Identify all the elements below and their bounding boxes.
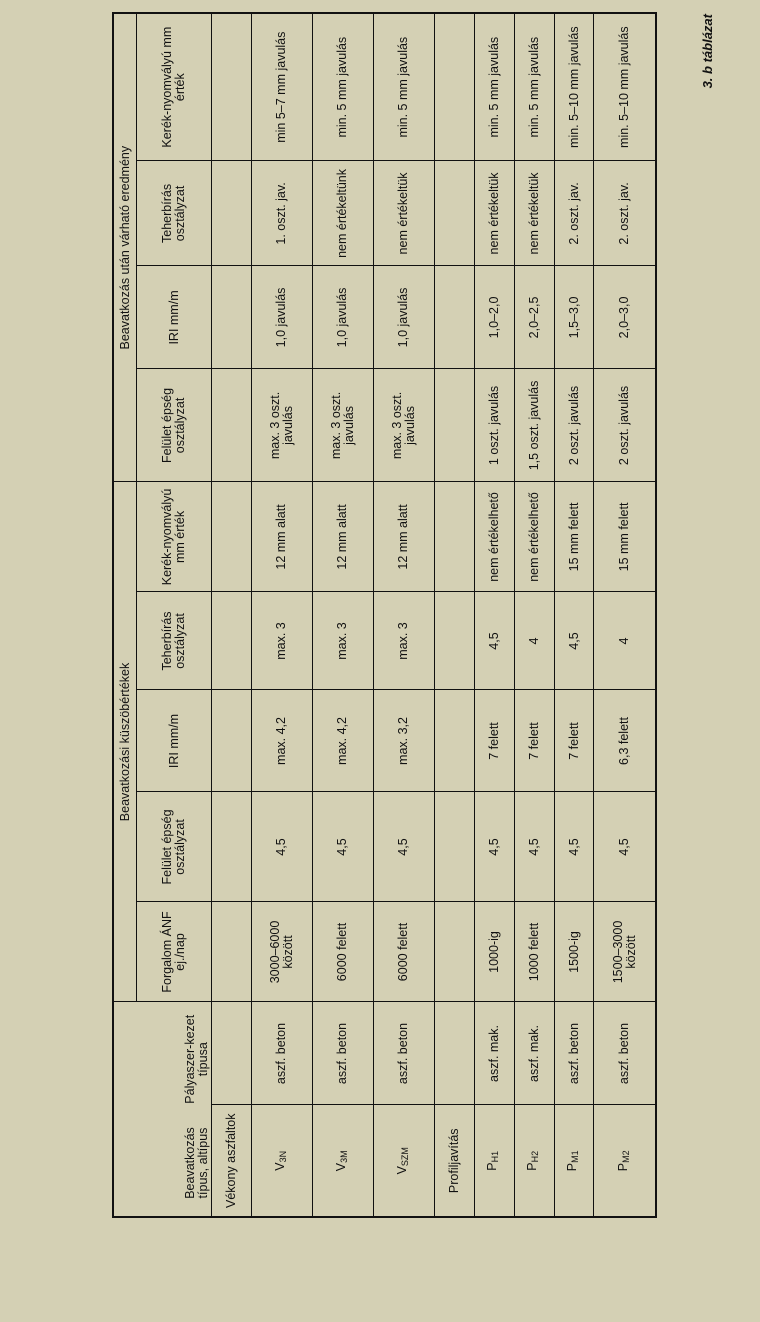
section-row [434, 13, 474, 1217]
e-iri-cell: 2,0–2,5 [514, 266, 554, 369]
e-bearing-cell: 1. oszt. jav. [252, 161, 313, 266]
e-rut-cell: min. 5 mm javulás [474, 13, 514, 161]
pavement-cell: aszf. beton [554, 1002, 594, 1105]
header-t-rut: Kerék-nyomvályú mm érték [137, 482, 212, 592]
code-main: P [485, 1162, 500, 1171]
header-expected-group: Beavatkozás után várható eredmény [113, 13, 137, 482]
t-surface-cell: 4,5 [312, 792, 373, 902]
empty-cell [212, 902, 252, 1002]
header-type [113, 1002, 212, 1217]
code-sub: 3N [277, 1150, 288, 1163]
page-title: 3. b táblázat [700, 14, 715, 89]
empty-cell [212, 482, 252, 592]
e-bearing-cell: nem értékeltünk [312, 161, 373, 266]
header-e-bearing: Teherbírás osztályzat [137, 161, 212, 266]
t-bearing-cell: 4 [514, 592, 554, 690]
e-iri-cell: 2,0–3,0 [594, 266, 656, 369]
code-cell [373, 1105, 434, 1217]
e-iri-cell: 1,0 javulás [252, 266, 313, 369]
e-surface-cell: 2 oszt. javulás [554, 369, 594, 482]
traffic-cell: 1500–3000 között [594, 902, 656, 1002]
code-main: V [394, 1166, 409, 1175]
t-iri-cell: 7 felett [514, 690, 554, 792]
t-iri-cell: 6,3 felett [594, 690, 656, 792]
t-bearing-cell: max. 3 [252, 592, 313, 690]
t-rut-cell: nem értékelhető [474, 482, 514, 592]
e-surface-cell: 1,5 oszt. javulás [514, 369, 554, 482]
traffic-cell: 3000–6000 között [252, 902, 313, 1002]
empty-cell [212, 1002, 252, 1105]
e-rut-cell: min. 5–10 mm javulás [594, 13, 656, 161]
header-t-iri: IRI mm/m [137, 690, 212, 792]
t-rut-cell: 12 mm alatt [252, 482, 313, 592]
table-row [312, 13, 373, 1217]
e-bearing-cell: nem értékeltük [474, 161, 514, 266]
t-rut-cell: nem értékelhető [514, 482, 554, 592]
e-surface-cell: max. 3 oszt. javulás [312, 369, 373, 482]
t-bearing-cell: 4,5 [554, 592, 594, 690]
code-cell [594, 1105, 656, 1217]
code-main: V [333, 1162, 348, 1172]
code-cell [312, 1105, 373, 1217]
header-traffic: Forgalom ÁNF ej./nap [137, 902, 212, 1002]
e-bearing-cell: nem értékeltük [514, 161, 554, 266]
t-bearing-cell: 4 [594, 592, 656, 690]
e-rut-cell: min 5–7 mm javulás [252, 13, 313, 161]
pavement-cell: aszf. mak. [514, 1002, 554, 1105]
code-sub: M2 [620, 1150, 631, 1163]
e-rut-cell: min. 5 mm javulás [514, 13, 554, 161]
empty-cell [212, 690, 252, 792]
code-sub: H1 [490, 1150, 501, 1163]
e-surface-cell: max. 3 oszt. javulás [252, 369, 313, 482]
t-iri-cell: 7 felett [554, 690, 594, 792]
empty-cell [212, 792, 252, 902]
e-iri-cell: 1,0 javulás [312, 266, 373, 369]
empty-cell [434, 690, 474, 792]
t-surface-cell: 4,5 [474, 792, 514, 902]
empty-cell [434, 1002, 474, 1105]
code-sub: H2 [530, 1150, 541, 1163]
empty-cell [434, 266, 474, 369]
t-iri-cell: max. 4,2 [252, 690, 313, 792]
header-e-surface: Felület épség osztályzat [137, 369, 212, 482]
empty-cell [434, 13, 474, 161]
traffic-cell: 6000 felett [312, 902, 373, 1002]
pavement-cell: aszf. beton [373, 1002, 434, 1105]
t-bearing-cell: max. 3 [373, 592, 434, 690]
t-surface-cell: 4,5 [554, 792, 594, 902]
e-iri-cell: 1,5–3,0 [554, 266, 594, 369]
e-surface-cell: max. 3 oszt. javulás [373, 369, 434, 482]
code-cell [252, 1105, 313, 1217]
section-title: Profiljavítás [434, 1105, 474, 1217]
traffic-cell: 1000-ig [474, 902, 514, 1002]
data-table [112, 12, 657, 1218]
t-iri-cell: max. 4,2 [312, 690, 373, 792]
code-main: P [565, 1162, 580, 1172]
e-rut-cell: min. 5–10 mm javulás [554, 13, 594, 161]
pavement-cell: aszf. beton [594, 1002, 656, 1105]
header-t-surface: Felület épség osztályzat [137, 792, 212, 902]
header-e-iri: IRI mm/m [137, 266, 212, 369]
t-rut-cell: 12 mm alatt [373, 482, 434, 592]
table-row [373, 13, 434, 1217]
traffic-cell: 1500-ig [554, 902, 594, 1002]
empty-cell [212, 161, 252, 266]
empty-cell [212, 13, 252, 161]
code-cell [514, 1105, 554, 1217]
empty-cell [434, 369, 474, 482]
t-surface-cell: 4,5 [594, 792, 656, 902]
code-main: P [615, 1162, 630, 1172]
traffic-cell: 6000 felett [373, 902, 434, 1002]
e-iri-cell: 1,0–2,0 [474, 266, 514, 369]
empty-cell [434, 792, 474, 902]
pavement-cell: aszf. beton [252, 1002, 313, 1105]
table-row [514, 13, 554, 1217]
header-e-rut: Kerék-nyomvályú mm érték [137, 13, 212, 161]
table-row [474, 13, 514, 1217]
t-rut-cell: 12 mm alatt [312, 482, 373, 592]
e-bearing-cell: 2. oszt. jav. [594, 161, 656, 266]
e-surface-cell: 1 oszt. javulás [474, 369, 514, 482]
header-threshold-group: Beavatkozási küszöbértékek [113, 482, 137, 1002]
empty-cell [434, 161, 474, 266]
e-iri-cell: 1,0 javulás [373, 266, 434, 369]
pavement-cell: aszf. mak. [474, 1002, 514, 1105]
e-bearing-cell: 2. oszt. jav. [554, 161, 594, 266]
code-sub: 3M [338, 1150, 349, 1163]
code-sub: M1 [570, 1150, 581, 1163]
code-cell [474, 1105, 514, 1217]
header-pavement-label: Pályaszer-kezet típusa [183, 1014, 210, 1104]
traffic-cell: 1000 felett [514, 902, 554, 1002]
section-row [212, 13, 252, 1217]
t-surface-cell: 4,5 [514, 792, 554, 902]
rotated-table-container [112, 14, 657, 1218]
header-t-bearing: Teherbírás osztályzat [137, 592, 212, 690]
empty-cell [212, 266, 252, 369]
empty-cell [434, 902, 474, 1002]
code-main: V [272, 1162, 287, 1171]
empty-cell [212, 592, 252, 690]
t-bearing-cell: 4,5 [474, 592, 514, 690]
t-bearing-cell: max. 3 [312, 592, 373, 690]
t-surface-cell: 4,5 [252, 792, 313, 902]
code-main: P [525, 1162, 540, 1171]
empty-cell [212, 369, 252, 482]
e-rut-cell: min. 5 mm javulás [312, 13, 373, 161]
pavement-cell: aszf. beton [312, 1002, 373, 1105]
table-row [554, 13, 594, 1217]
t-rut-cell: 15 mm felett [554, 482, 594, 592]
section-title: Vékony aszfaltok [212, 1105, 252, 1217]
t-rut-cell: 15 mm felett [594, 482, 656, 592]
e-bearing-cell: nem értékeltük [373, 161, 434, 266]
empty-cell [434, 482, 474, 592]
code-sub: SZM [399, 1147, 410, 1167]
table-row [594, 13, 656, 1217]
e-rut-cell: min. 5 mm javulás [373, 13, 434, 161]
t-surface-cell: 4,5 [373, 792, 434, 902]
table-row [252, 13, 313, 1217]
t-iri-cell: 7 felett [474, 690, 514, 792]
code-cell [554, 1105, 594, 1217]
header-type-label: Beavatkozás típus, altípus [183, 1127, 210, 1199]
t-iri-cell: max. 3,2 [373, 690, 434, 792]
empty-cell [434, 592, 474, 690]
e-surface-cell: 2 oszt. javulás [594, 369, 656, 482]
